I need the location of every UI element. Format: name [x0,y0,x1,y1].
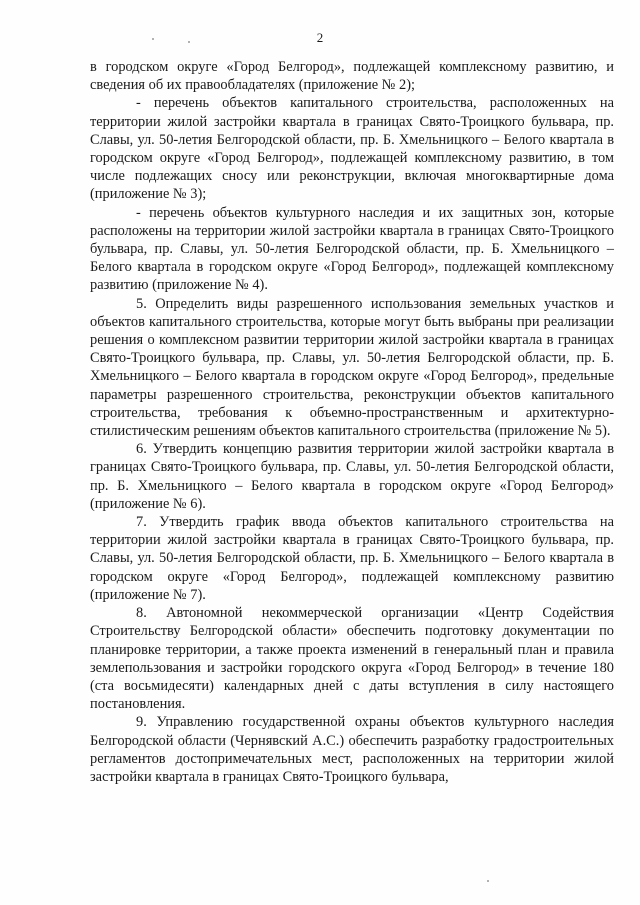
paragraph-item-6: 6. Утвердить концепцию развития территории жилой застройки квартала в границах Свято-Троицкого бульвара, пр. Славы, ул. 50-летия Белгородской области, пр. Б. Хмельницкого – Белого квартала в городском округе «Город Белгород» (приложение № 6). [90,441,614,512]
paragraph-item-9: 9. Управлению государственной охраны объектов культурного наследия Белгородской области (Чернявский А.С.) обеспечить разработку градостроительных регламентов достопримечательных мест, расположенных на территории жилой застройки квартала в границах Свято-Троицкого бульвара, [90,714,614,785]
scan-speck [152,38,154,40]
paragraph-list-capital-objects: - перечень объектов капитального строительства, расположенных на территории жилой застройки квартала в границах Свято-Троицкого бульвара, пр. Славы, ул. 50-летия Белгородской области, пр. Б. Хмельницкого – Белого квартала в городском округе «Город Белгород», подлежащей комплексному развитию, в том числе подлежащих сносу или реконструкции, включая многоквартирные дома (приложение № 3); [90,95,614,203]
paragraph-item-7: 7. Утвердить график ввода объектов капитального строительства на территории жилой застройки квартала в границах Свято-Троицкого бульвара, пр. Славы, ул. 50-летия Белгородской области, пр. Б. Хмельницкого – Белого квартала в городском округе «Город Белгород», подлежащей комплексному развитию (приложение № 7). [90,514,614,603]
paragraph-appendix-2-continuation: в городском округе «Город Белгород», подлежащей комплексному развитию, и сведения об их правообладателях (приложение № 2); [90,59,614,94]
paragraph-item-8: 8. Автономной некоммерческой организации «Центр Содействия Строительству Белгородской области» обеспечить подготовку документации по планировке территории, а также проекта изменений в генеральный план и правила землепользования и застройки городского округа «Город Белгород» в течение 180 (ста восьмидесяти) календарных дней с даты вступления в силу настоящего постановления. [90,605,614,713]
paragraph-item-5: 5. Определить виды разрешенного использования земельных участков и объектов капитального строительства, которые могут быть выбраны при реализации решения о комплексном развитии территории жилой застройки квартала в границах Свято-Троицкого бульвара, пр. Славы, ул. 50-летия Белгородской области, пр. Б. Хмельницкого – Белого квартала в городском округе «Город Белгород», предельные параметры разрешенного строительства, реконструкции объектов капитального строительства, требования к объемно-пространственным и архитектурно-стилистическим решениям объектов капитального строительства (приложение № 5). [90,295,614,440]
scan-speck [487,880,489,882]
scan-speck [188,41,190,43]
paragraph-list-cultural-heritage: - перечень объектов культурного наследия и их защитных зон, которые расположены на территории жилой застройки квартала в границах Свято-Троицкого бульвара, пр. Славы, ул. 50-летия Белгородской области, пр. Б. Хмельницкого – Белого квартала в городском округе «Город Белгород», подлежащей комплексному развитию (приложение № 4). [90,204,614,294]
page-number: 2 [316,30,324,45]
document-body [90,58,614,786]
